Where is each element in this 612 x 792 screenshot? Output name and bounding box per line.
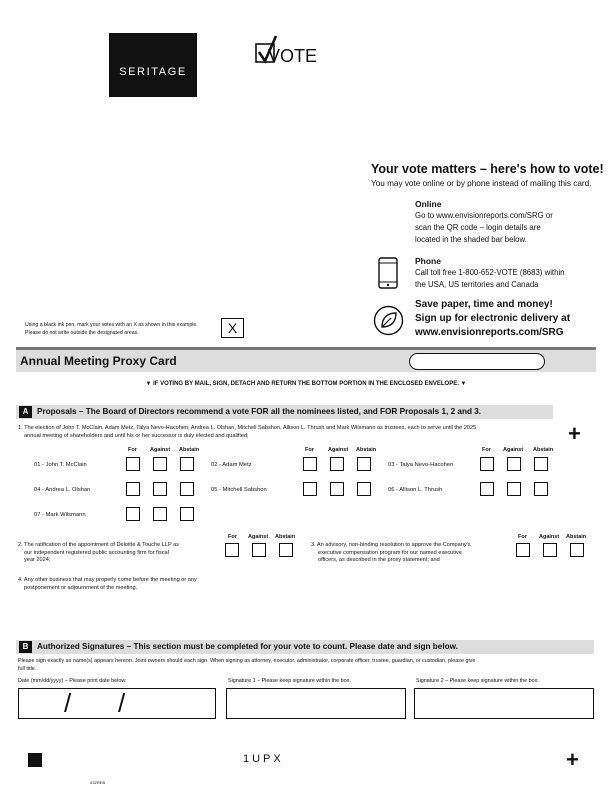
logo-text: SERITAGE [119, 66, 187, 78]
signature-2-label: Signature 2 – Please keep signature within the box. [416, 678, 539, 684]
nominee-label: 01 - John T. McClain [34, 462, 87, 468]
vote-checkmark-logo [254, 34, 318, 70]
proposal-2-line: year 2024; [24, 557, 51, 563]
mail-instructions: ▼ IF VOTING BY MAIL, SIGN, DETACH AND RETURN THE BOTTOM PORTION IN THE ENCLOSED ENVELOPE. ▼ [145, 381, 467, 387]
nominee-07-for[interactable] [126, 507, 140, 521]
control-number-field [409, 353, 545, 370]
col-for: For [518, 534, 527, 540]
online-line: scan the QR code – login details are [415, 223, 541, 232]
nominee-02-abstain[interactable] [357, 457, 371, 471]
proposal-3-for[interactable] [516, 543, 530, 557]
online-line[interactable]: Go to www.envisionreports.com/SRG or [415, 211, 553, 220]
nominee-06-abstain[interactable] [534, 482, 548, 496]
col-abstain: Abstain [179, 447, 200, 453]
col-abstain: Abstain [566, 534, 587, 540]
phone-line: Call toll free 1-800-652-VOTE (8683) within [415, 268, 565, 277]
nominee-05-abstain[interactable] [357, 482, 371, 496]
proposal-4-text [18, 577, 197, 592]
nominee-03-against[interactable] [507, 457, 521, 471]
nominee-01-abstain[interactable] [180, 457, 194, 471]
proposal-2-for[interactable] [225, 543, 239, 557]
col-against: Against [503, 447, 524, 453]
plus-mark: + [566, 747, 579, 772]
nominee-06-against[interactable] [507, 482, 521, 496]
col-for: For [128, 447, 137, 453]
online-voting-block [415, 198, 553, 246]
small-form-code: 03ZREB [90, 780, 106, 785]
date-field[interactable] [18, 688, 216, 719]
proposal-2-line: 2. The ratification of the appointment of Deloitte & Touche LLP as [18, 542, 180, 548]
plus-mark: + [568, 421, 581, 446]
nominee-label: 02 - Adam Metz [211, 462, 252, 468]
signature-instructions [18, 658, 598, 673]
paperless-line: Save paper, time and money! [415, 299, 553, 310]
col-for: For [482, 447, 491, 453]
phone-line: the USA, US territories and Canada [415, 280, 539, 289]
proposal-2-line: our independent registered public accounting firm for fiscal [24, 549, 169, 556]
vote-matters-title: Your vote matters – here's how to vote! [371, 162, 604, 176]
proposal-1-text [18, 425, 476, 440]
leaf-icon [373, 305, 404, 336]
vote-word: VOTE [268, 46, 318, 66]
section-b-title: Authorized Signatures – This section must be completed for your vote to count. Please date and sign below. [37, 642, 458, 651]
proposal-1-line: 1. The election of John T. McClain, Adam Metz, Talya Nevo-Hacohen, Andrea L. Olshan, Mitchell Sabshon, Allison L. Thrush and Mark Wilsmann as trustees, each to serve until the 2025 [18, 425, 477, 431]
nominee-label: 06 - Allison L. Thrush [388, 487, 443, 493]
online-line: located in the shaded bar below. [415, 235, 527, 244]
col-against: Against [328, 447, 349, 453]
signature-1-field[interactable] [226, 688, 406, 719]
nominee-label: 05 - Mitchell Sabshon [211, 487, 267, 493]
proposal-2-abstain[interactable] [279, 543, 293, 557]
proposal-3-abstain[interactable] [570, 543, 584, 557]
proposal-3-line: 3. An advisory, non-binding resolution to approve the Company's [311, 542, 471, 548]
nominee-03-abstain[interactable] [534, 457, 548, 471]
nominee-05-against[interactable] [330, 482, 344, 496]
form-code: 1UPX [243, 753, 284, 765]
phone-icon [378, 257, 398, 289]
nominee-04-for[interactable] [126, 482, 140, 496]
phone-voting-block [415, 255, 565, 291]
nominee-label: 07 - Mark Wilsmann [34, 512, 86, 518]
signature-1-label: Signature 1 – Please keep signature within the box. [228, 678, 351, 684]
col-against: Against [539, 534, 560, 540]
vote-matters-subtitle: You may vote online or by phone instead of mailing this card. [371, 179, 592, 188]
proposal-4-line: postponement or adjournment of the meeting. [24, 584, 138, 591]
nominee-label: 04 - Andrea L. Olshan [34, 487, 91, 493]
nominee-05-for[interactable] [303, 482, 317, 496]
example-x-box: X [221, 318, 244, 338]
proposal-3-line: officers, as described in the proxy statement; and [318, 557, 440, 563]
proposal-1-line: annual meeting of shareholders and until his or her successor is duly elected and qualified; [24, 432, 249, 439]
col-for: For [228, 534, 237, 540]
proposal-3-against[interactable] [543, 543, 557, 557]
col-abstain: Abstain [356, 447, 377, 453]
col-against: Against [150, 447, 171, 453]
card-title: Annual Meeting Proxy Card [20, 354, 177, 368]
col-against: Against [248, 534, 269, 540]
proposal-2-against[interactable] [252, 543, 266, 557]
marking-instructions [25, 321, 198, 337]
nominee-02-against[interactable] [330, 457, 344, 471]
section-b-badge: B [19, 641, 32, 653]
signature-instruction-line: full title. [18, 665, 37, 672]
nominee-03-for[interactable] [480, 457, 494, 471]
section-a-title: Proposals – The Board of Directors recommend a vote FOR all the nominees listed, and FOR Proposals 1, 2 and 3. [37, 407, 482, 416]
nominee-04-abstain[interactable] [180, 482, 194, 496]
date-label: Date (mm/dd/yyyy) – Please print date below. [18, 678, 127, 684]
phone-heading: Phone [415, 256, 441, 266]
nominee-07-against[interactable] [153, 507, 167, 521]
date-separator: / [64, 688, 72, 718]
paperless-line: Sign up for electronic delivery at [415, 313, 571, 324]
signature-instruction-line: Please sign exactly as name(s) appears hereon. Joint owners should each sign. When signing as attorney, executor, administrator, corporate officer, trustee, guardian, or custodian, please give [18, 658, 476, 664]
col-abstain: Abstain [533, 447, 554, 453]
marking-line-1: Using a black ink pen, mark your votes with an X as shown in this example. [25, 322, 198, 328]
nominee-02-for[interactable] [303, 457, 317, 471]
seritage-logo [109, 33, 197, 97]
proposal-2-text [18, 542, 179, 565]
paperless-line[interactable]: www.envisionreports.com/SRG [415, 327, 564, 338]
col-abstain: Abstain [275, 534, 296, 540]
nominee-01-for[interactable] [126, 457, 140, 471]
nominee-06-for[interactable] [480, 482, 494, 496]
section-a-badge: A [19, 406, 32, 418]
proposal-4-line: 4. Any other business that may properly come before the meeting or any [18, 577, 197, 583]
signature-2-field[interactable] [414, 688, 594, 719]
paperless-block [415, 298, 570, 340]
nominee-07-abstain[interactable] [180, 507, 194, 521]
nominee-04-against[interactable] [153, 482, 167, 496]
nominee-label: 03 - Talya Nevo-Hacohen [388, 462, 454, 468]
col-for: For [305, 447, 314, 453]
online-heading: Online [415, 199, 442, 209]
date-separator: / [118, 688, 126, 718]
marking-line-2: Please do not write outside the designated areas. [25, 330, 139, 336]
proposal-3-line: executive compensation program for our named executive [318, 549, 462, 556]
proposal-3-text [311, 542, 471, 565]
registration-mark [28, 753, 42, 767]
nominee-01-against[interactable] [153, 457, 167, 471]
